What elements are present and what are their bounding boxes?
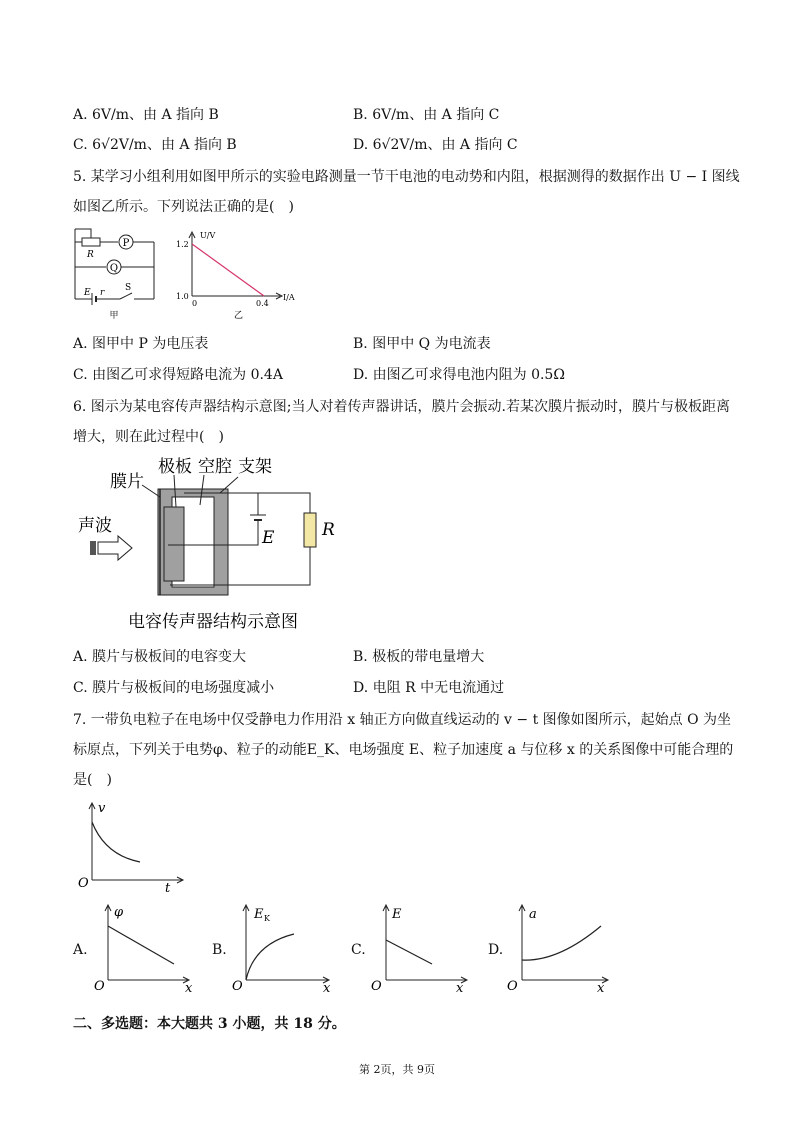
q4-option-c: C. 6√2V/m、由 A 指向 B: [73, 137, 237, 153]
battery-e-label: E: [262, 528, 275, 548]
resistor-r-label: R: [87, 250, 94, 260]
q7-graph-a: [88, 900, 198, 995]
u-tick-1-2: 1.2: [176, 240, 189, 249]
q5-option-d: D. 由图乙可求得电池内阻为 0.5Ω: [353, 367, 565, 383]
membrane-label: 膜片: [110, 472, 144, 492]
graph-d-x-label: x: [597, 981, 605, 995]
q4-option-b: B. 6V/m、由 A 指向 C: [353, 107, 500, 123]
q7-option-b-label: B.: [212, 942, 227, 958]
vt-y-label: v: [98, 801, 106, 816]
internal-r-label: r: [100, 288, 105, 298]
resistor-r-label: R: [322, 520, 335, 540]
u-tick-1-0: 1.0: [176, 292, 189, 301]
figure-jia-caption: 甲: [109, 311, 119, 321]
q6-option-c: C. 膜片与极板间的电场强度减小: [73, 680, 275, 696]
q5-option-b: B. 图甲中 Q 为电流表: [353, 336, 491, 352]
plate-label: 极板: [158, 457, 192, 477]
q6-microphone-figure: [70, 455, 350, 635]
q5-option-c: C. 由图乙可求得短路电流为 0.4A: [73, 367, 283, 383]
graph-c-y-label: E: [392, 907, 402, 922]
q7-stem-line1: 7. 一带负电粒子在电场中仅受静电力作用沿 x 轴正方向做直线运动的 v − t 图像如图所示，起始点 O 为坐: [73, 712, 732, 728]
figure-yi-caption: 乙: [234, 311, 244, 321]
q6-option-b: B. 极板的带电量增大: [353, 649, 485, 665]
graph-c-x-label: x: [456, 981, 464, 995]
q4-option-d: D. 6√2V/m、由 A 指向 C: [353, 137, 518, 153]
q5-stem-line1: 5. 某学习小组利用如图甲所示的实验电路测量一节干电池的电动势和内阻，根据测得的数据作出 U − I 图线: [73, 169, 740, 185]
q5-option-a: A. 图甲中 P 为电压表: [73, 336, 209, 352]
resistor-r: [304, 513, 316, 547]
i-tick-0-4: 0.4: [256, 299, 269, 308]
vt-origin: O: [78, 876, 89, 891]
q7-graph-c: [366, 900, 476, 995]
q7-option-d-label: D.: [488, 942, 504, 958]
q7-stem-line2: 标原点，下列关于电势φ、粒子的动能E_K、电场强度 E、粒子加速度 a 与位移 x 的关系图像中可能合理的: [73, 742, 734, 758]
q7-option-a-label: A.: [73, 942, 88, 958]
switch-s-label: S: [125, 283, 132, 293]
graph-b-y-subscript: K: [264, 914, 270, 923]
i-axis-label: I/A: [283, 293, 295, 302]
q5-stem-line2: 如图乙所示。下列说法正确的是( ): [73, 199, 294, 215]
battery-e-label: E: [84, 288, 91, 298]
cavity-label: 空腔: [198, 457, 232, 477]
q5-figure-jia: [70, 224, 160, 324]
meter-q-label: Q: [109, 263, 119, 274]
meter-p-label: P: [122, 238, 130, 249]
q7-graph-b: [228, 900, 338, 995]
sound-wave-label: 声波: [78, 516, 112, 536]
figure-caption: 电容传声器结构示意图: [128, 612, 298, 632]
q4-option-a: A. 6V/m、由 A 指向 B: [73, 107, 219, 123]
graph-c-origin: O: [371, 979, 382, 994]
q7-vt-graph: [70, 800, 190, 895]
section-multi-choice-heading: 二、多选题：本大题共 3 小题，共 18 分。: [73, 1016, 346, 1032]
sound-wave-arrow-icon: [90, 536, 132, 560]
q6-option-d: D. 电阻 R 中无电流通过: [353, 680, 505, 696]
u-axis-label: U/V: [200, 231, 216, 240]
page-footer: 第 2页，共 9页: [359, 1063, 435, 1076]
graph-a-y-label: φ: [114, 905, 124, 920]
q6-stem-line2: 增大，则在此过程中( ): [73, 429, 224, 445]
graph-d-origin: O: [507, 979, 518, 994]
support-label: 支架: [238, 457, 272, 477]
graph-b-x-label: x: [323, 981, 331, 995]
graph-b-origin: O: [232, 979, 243, 994]
graph-a-origin: O: [94, 979, 105, 994]
q6-stem-line1: 6. 图示为某电容传声器结构示意图;当人对着传声器讲话，膜片会振动.若某次膜片振动时，膜片与极板距离: [73, 399, 730, 415]
origin-zero: 0: [192, 299, 198, 308]
graph-a-x-label: x: [185, 981, 193, 995]
graph-b-y-label: E: [254, 907, 264, 922]
graph-d-y-label: a: [529, 907, 537, 922]
q6-option-a: A. 膜片与极板间的电容变大: [73, 649, 247, 665]
q7-graph-d: [503, 900, 618, 995]
q5-figure-yi: [170, 224, 310, 324]
q7-option-c-label: C.: [351, 942, 366, 958]
vt-x-label: t: [165, 881, 171, 895]
u-i-line: [192, 244, 264, 296]
q7-stem-line3: 是( ): [73, 772, 112, 788]
